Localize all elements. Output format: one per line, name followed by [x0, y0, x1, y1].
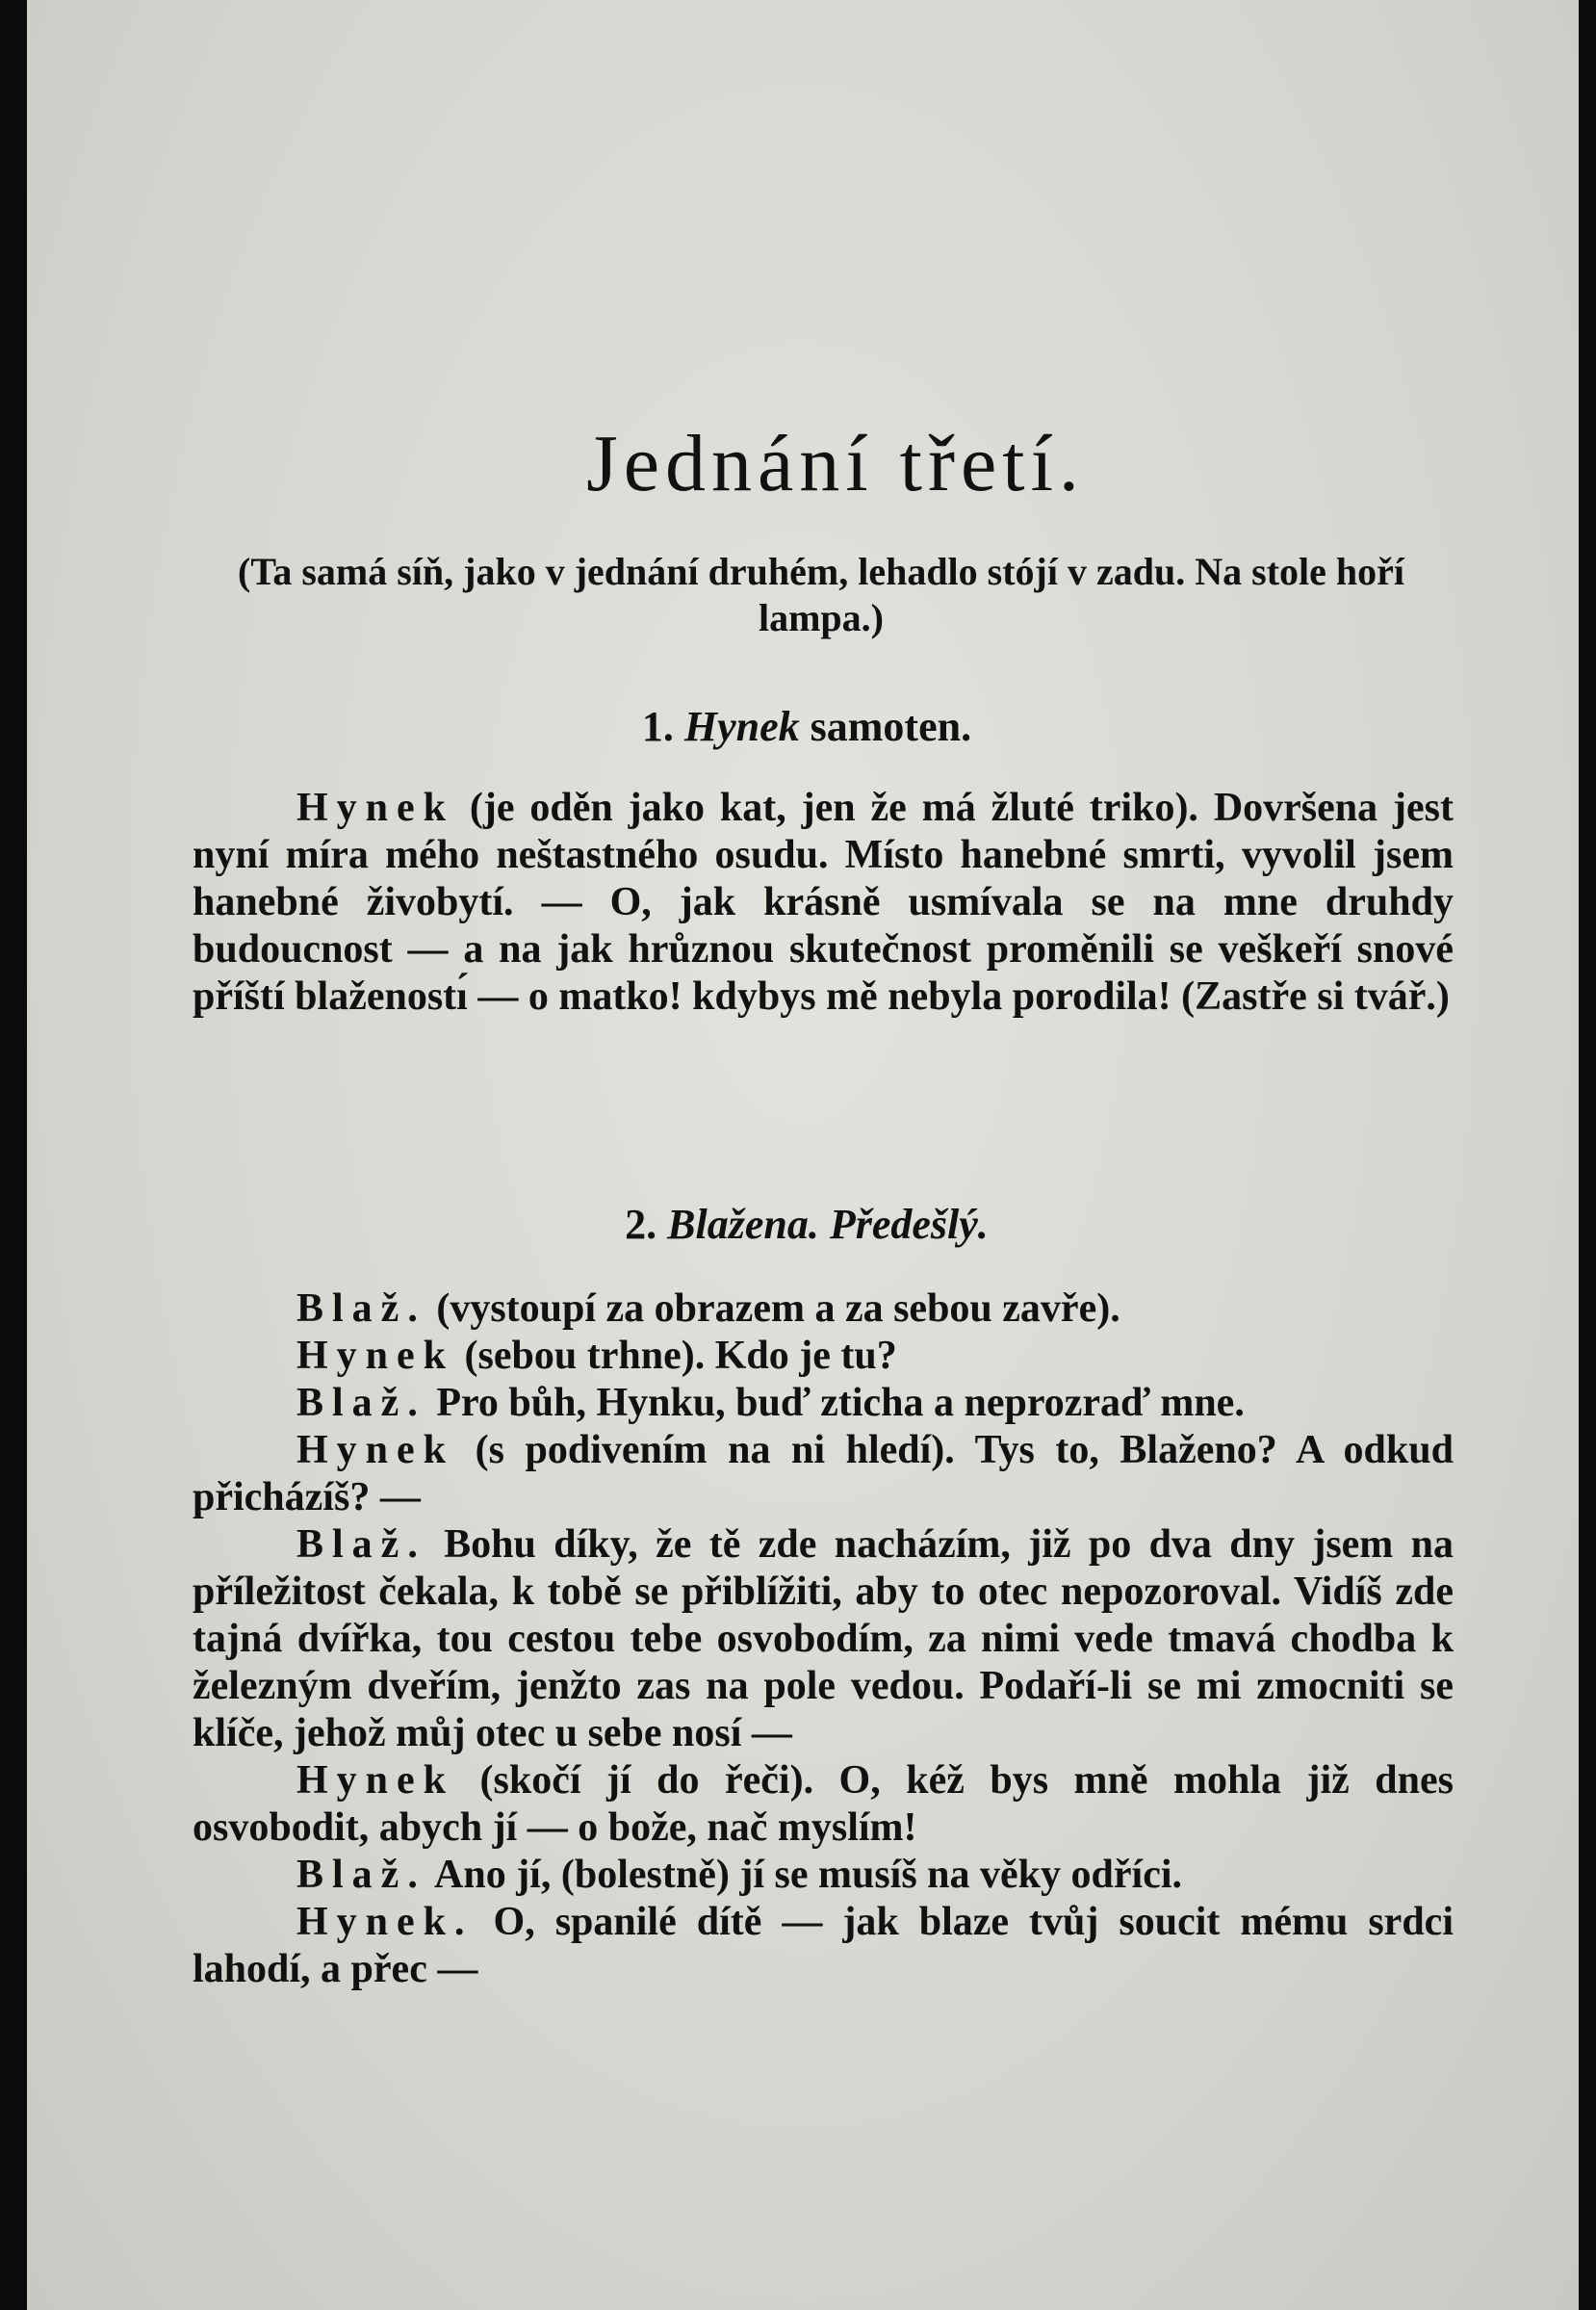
scene-2-heading: [162, 1201, 1452, 1248]
dialogue-line: [193, 1521, 1454, 1757]
speech-text: (sebou trhne). Kdo je tu?: [454, 1334, 897, 1378]
page-left-edge: [0, 0, 27, 2310]
scene-1-character: Hynek: [683, 703, 800, 750]
speech-text: (s podivením na ni hledí). Tys to, Blaženo? A odkud přicházíš? —: [193, 1428, 1454, 1519]
page-right-edge: [1579, 0, 1596, 2310]
speaker: Hynek: [296, 1758, 455, 1803]
speaker: Hynek: [296, 786, 455, 830]
dialogue-line: [193, 1285, 1454, 1333]
monologue-paragraph: [193, 785, 1454, 1021]
speech-text: (skočí jí do řeči). O, kéž bys mně mohla již dnes osvobodit, abych jí — o bože, nač myslím!: [193, 1758, 1454, 1850]
dialogue-line: [193, 1333, 1454, 1380]
stage-direction: (Ta samá síň, jako v jednání druhém, lehadlo stójí v zadu. Na stole hoří lampa.): [238, 550, 1404, 639]
speaker: Blaž.: [296, 1853, 426, 1897]
speech-text: Bohu díky, že tě zde nacházím, již po dva dny jsem na příležitost čekala, k tobě se přiblížiti, aby to otec nepozoroval. Vidíš zde tajná dvířka, tou cestou tebe osvobodím, za nimi vede tmavá chodba k železným dveřím, jenžto zas na pole vedou. Podaří-li se mi zmocniti se klíče, jehož můj otec u sebe nosí —: [193, 1522, 1454, 1755]
dialogue-block: [193, 1285, 1454, 1993]
dialogue-line: [193, 1757, 1454, 1852]
scene-2-number: 2.: [625, 1201, 657, 1248]
speaker: Hynek.: [296, 1900, 474, 1944]
book-page: [27, 0, 1579, 2310]
scene-1-rest: samoten.: [799, 703, 972, 750]
speaker: Hynek: [296, 1428, 455, 1472]
speech-text: Pro bůh, Hynku, buď zticha a neprozraď mne.: [425, 1381, 1245, 1425]
speech-text: (vystoupí za obrazem a za sebou zavře).: [425, 1286, 1120, 1331]
dialogue-line: [193, 1852, 1454, 1899]
speaker: Blaž.: [296, 1522, 426, 1567]
speech-text: O, spanilé dítě — jak blaze tvůj soucit mému srdci lahodí, a přec —: [193, 1900, 1454, 1991]
speech-text: Ano jí, (bolestně) jí se musíš na věky odříci.: [425, 1853, 1183, 1897]
dialogue-line: [193, 1380, 1454, 1427]
speaker: Hynek: [296, 1334, 455, 1378]
dialogue-line: [193, 1899, 1454, 1993]
speaker: Blaž.: [296, 1381, 426, 1425]
speech-text: (je oděn jako kat, jen že má žluté triko). Dovršena jest nyní míra mého neštastného osudu. Místo hanebné smrti, vyvolil jsem hanebné živobytí. — O, jak krásně usmívala se na mne druhdy budoucnost — a na jak hrůznou skutečnost proměnili se veškeří snové příští blaženostı́ — o matko! kdybys mě nebyla porodila! (Zastře si tvář.): [193, 786, 1454, 1019]
act-heading: Jednání třetí.: [586, 419, 1085, 508]
scene-2-title: Blažena. Předešlý.: [667, 1201, 989, 1248]
scene-1-number: 1.: [641, 703, 674, 750]
dialogue-line: [193, 1427, 1454, 1521]
scene-1-heading: [162, 703, 1452, 750]
speaker: Blaž.: [296, 1286, 426, 1331]
